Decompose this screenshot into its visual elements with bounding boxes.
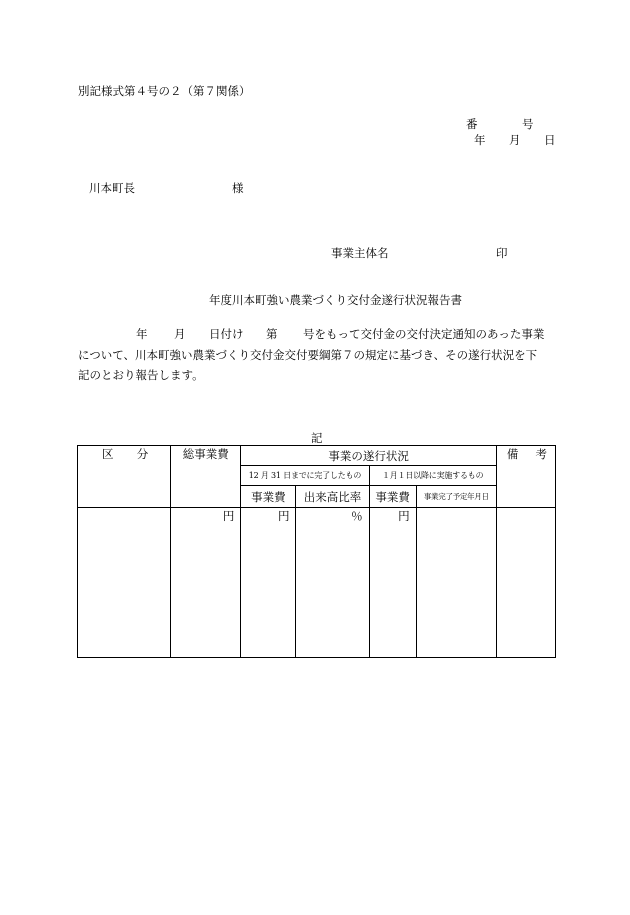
document-title: 年度川本町強い農業づくり交付金遂行状況報告書	[209, 293, 462, 307]
status-table	[77, 445, 556, 658]
number-label: 番	[466, 117, 478, 131]
header-total-cost: 総事業費	[171, 446, 241, 508]
cell-progress-rate	[296, 508, 369, 658]
body-line2: について、川本町強い農業づくり交付金交付要綱第７の規定に基づき、その遂行状況を下	[78, 348, 538, 362]
header-kubun	[78, 446, 171, 508]
date-month: 月	[509, 133, 521, 147]
cell-total-cost	[171, 508, 241, 658]
header-progress-rate: 出来高比率	[296, 486, 369, 508]
unit-yen-planned: 円	[398, 509, 410, 523]
header-status: 事業の遂行状況	[241, 446, 497, 466]
form-label: 別記様式第４号の２（第７関係）	[78, 84, 251, 98]
unit-percent: ％	[351, 509, 363, 523]
body-line1-rest: 号をもって交付金の交付決定通知のあった事業	[303, 327, 545, 341]
header-cost-completed: 事業費	[241, 486, 296, 508]
header-cost-planned: 事業費	[369, 486, 416, 508]
cell-kubun	[78, 508, 171, 658]
number-suffix: 号	[522, 117, 534, 131]
header-remarks-a: 備	[506, 447, 519, 461]
seal-mark: 印	[496, 246, 508, 260]
body-dai: 第	[266, 327, 278, 341]
subheader-completed: 12 月 31 日までに完了したもの	[241, 466, 369, 486]
body-line3: 記のとおり報告します。	[78, 368, 204, 382]
cell-completion-date	[416, 508, 496, 658]
header-kubun-b: 分	[136, 447, 149, 461]
cell-cost-planned	[369, 508, 416, 658]
ki-label: 記	[311, 431, 323, 445]
unit-yen-completed: 円	[277, 509, 290, 523]
addressee-name: 川本町長	[89, 181, 135, 195]
body-day: 日付け	[209, 327, 244, 341]
subheader-planned: １月１日以降に実施するもの	[369, 466, 496, 486]
addressee-honorific: 様	[232, 181, 244, 195]
header-remarks-b: 考	[535, 447, 547, 461]
header-remarks	[496, 446, 555, 508]
date-day: 日	[544, 133, 556, 147]
cell-cost-completed	[241, 508, 296, 658]
body-month: 月	[174, 327, 186, 341]
header-kubun-a: 区	[102, 447, 114, 461]
header-completion-date: 事業完了予定年月日	[416, 486, 496, 508]
cell-remarks	[496, 508, 555, 658]
date-year: 年	[474, 133, 486, 147]
unit-yen-total: 円	[222, 509, 235, 523]
body-year: 年	[136, 327, 148, 341]
applicant-label: 事業主体名	[331, 246, 389, 260]
